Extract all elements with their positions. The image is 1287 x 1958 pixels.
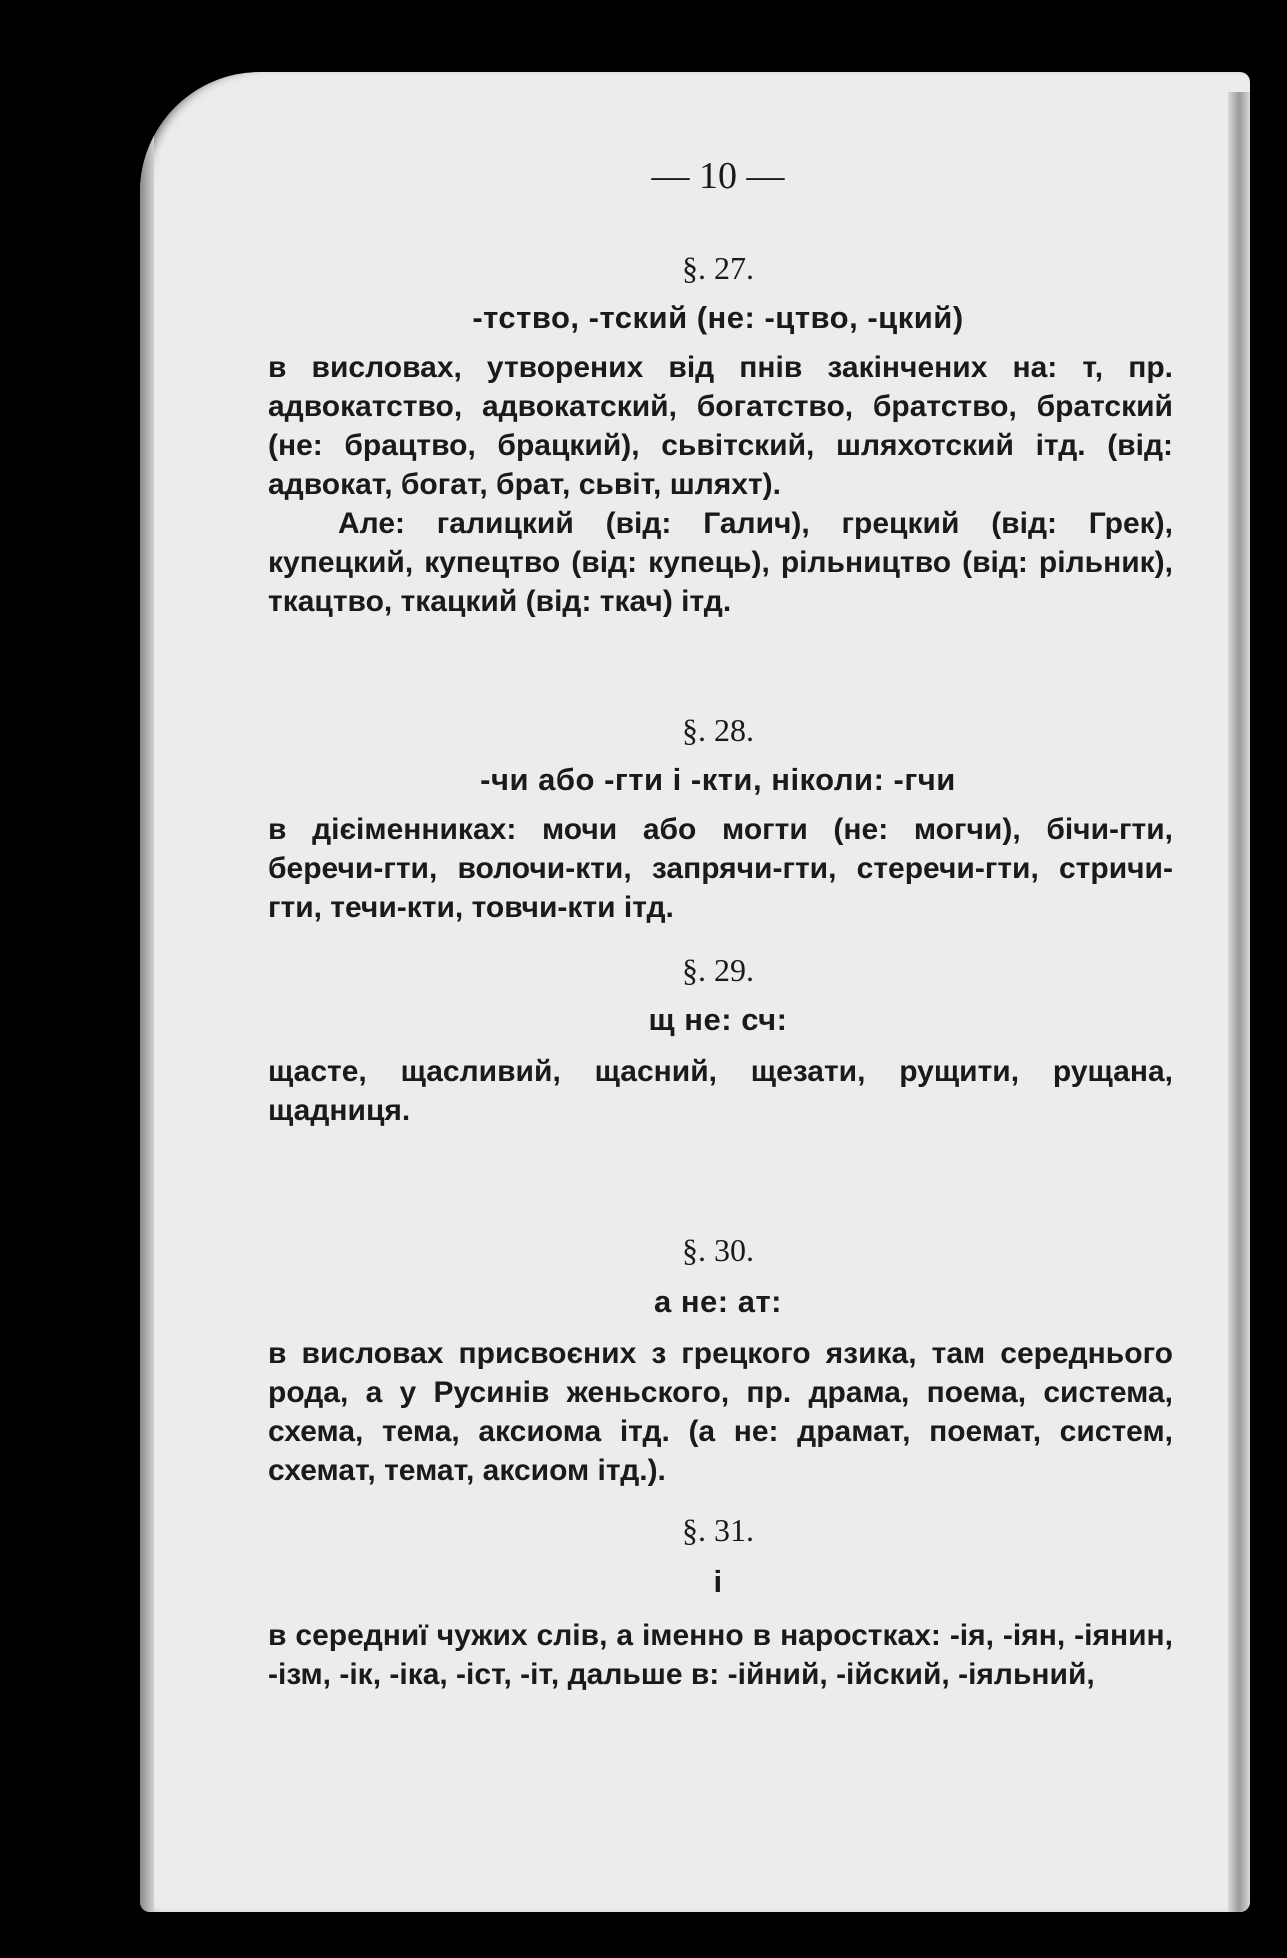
section-29-number: §. 29. [682, 952, 754, 988]
section-31-rule: і [713, 1564, 723, 1599]
book-page [140, 72, 1250, 1912]
section-27-body [268, 348, 1173, 621]
page-number: — 10 — [651, 155, 785, 197]
section-30-paragraph: в висловах присвоєних з грецкого язика, там середнього рода, а у Русинів женьского, пр. драма, поема, система, схема, тема, аксиома ітд. (а не: драмат, поемат, систем, схемат, темат, аксиом ітд.). [268, 1337, 1173, 1487]
section-31-paragraph: в середниї чужих слів, а іменно в наростках: -ія, -іян, -іянин, -ізм, -ік, -іка, -іст, -іт, дальше в: -ійний, -ійский, -іяльний, [268, 1619, 1173, 1691]
section-27-number: §. 27. [682, 250, 754, 286]
section-28-paragraph: в дієіменниках: мочи або могти (не: могчи), бічи-гти, беречи-гти, волочи-кти, запрячи-гти, стеречи-гти, стричи-гти, течи-кти, товчи-кти ітд. [268, 813, 1173, 924]
section-29-rule: щ не: сч: [648, 1002, 788, 1037]
section-30-rule: а не: ат: [653, 1284, 782, 1319]
section-30-number: §. 30. [682, 1232, 754, 1268]
section-28-number: §. 28. [682, 712, 754, 748]
section-28-body [268, 810, 1173, 927]
section-31-body [268, 1616, 1173, 1694]
section-27-paragraph-2: Але: галицкий (від: Галич), грецкий (від: Грек), купецкий, купецтво (від: купець), рільництво (від: рільник), ткацтво, ткацкий (від: ткач) ітд. [268, 507, 1173, 618]
section-27-rule: -тство, -тский (не: -цтво, -цкий) [472, 300, 964, 335]
page-stack-right-edge [1228, 92, 1250, 1912]
section-28-rule: -чи або -гти і -кти, ніколи: -гчи [480, 762, 956, 797]
section-30-body [268, 1334, 1173, 1490]
section-31-number: §. 31. [682, 1512, 754, 1548]
section-27-paragraph-1: в висловах, утворених від пнів закінчених на: т, пр. адвокатство, адвокатский, богатство, братство, братский (не: брацтво, брацкий), сьвітский, шляхотский ітд. (від: адвокат, богат, брат, сьвіт, шляхт). [268, 351, 1173, 501]
page-stack-left-edge [140, 112, 154, 1912]
section-29-paragraph: щасте, щасливий, щасний, щезати, рущити, рущана, щадниця. [268, 1055, 1173, 1127]
section-29-body [268, 1052, 1173, 1130]
